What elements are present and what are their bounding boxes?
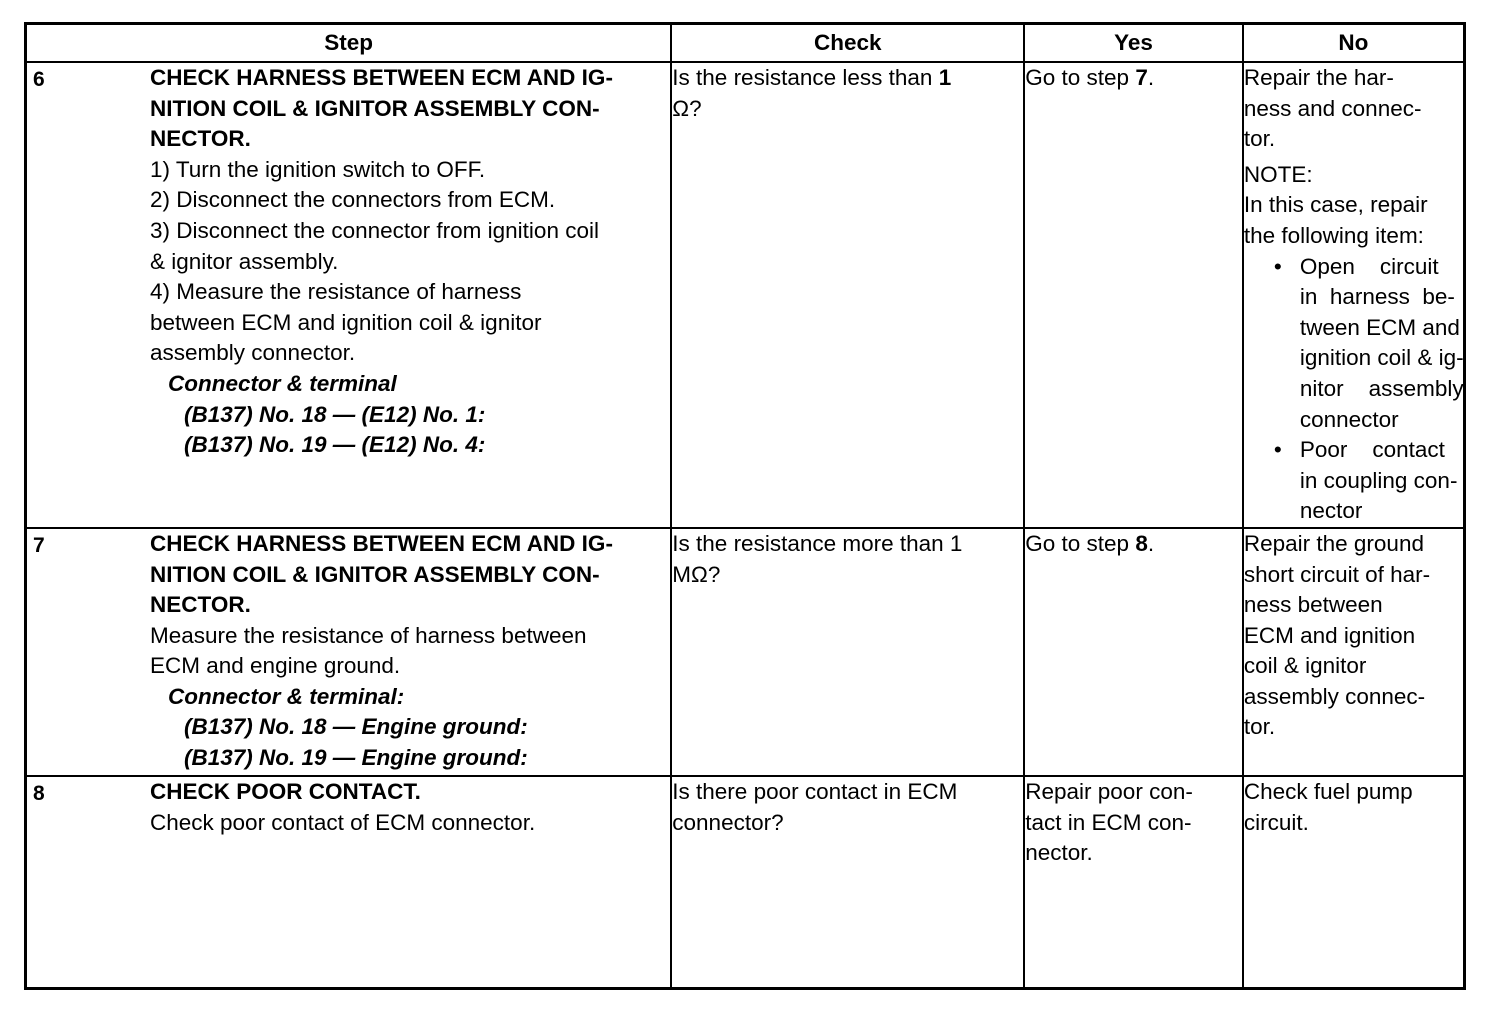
step-title-line: CHECK POOR CONTACT. (150, 778, 421, 804)
yes-cell (1024, 528, 1243, 776)
step-title-line: NECTOR. (150, 126, 251, 152)
check-line: MΩ? (672, 561, 721, 587)
header-no: No (1243, 24, 1465, 63)
connector-heading: Connector & terminal (168, 370, 397, 396)
note-line: the following item: (1243, 222, 1424, 248)
yes-line: Repair poor con- (1025, 778, 1193, 804)
check-line: Is the resistance more than 1 (672, 530, 963, 556)
yes-step-ref: 7 (1135, 65, 1148, 90)
connector-heading: Connector & terminal: (168, 683, 405, 709)
instruction-line: Check poor contact of ECM connector. (150, 809, 536, 835)
check-cell (671, 528, 1024, 776)
bullet-dot-icon: • (1273, 253, 1282, 279)
header-yes: Yes (1024, 24, 1243, 63)
diagnostic-table (24, 22, 1466, 990)
step-title-line: NITION COIL & IGNITOR ASSEMBLY CON- (150, 95, 600, 121)
yes-line: nector. (1025, 840, 1093, 866)
yes-step-ref: 8 (1135, 530, 1148, 556)
yes-cell (1024, 776, 1243, 989)
yes-line: tact in ECM con- (1025, 809, 1192, 835)
no-cell (1243, 62, 1465, 528)
no-line: ness and connec- (1243, 95, 1422, 121)
bullet-item: • Open circuit in harness be- tween ECM and ignition coil & ig- nitor assembly connector (1244, 252, 1463, 436)
table-row-step-8 (26, 776, 1465, 989)
table-row-step-7 (26, 528, 1465, 776)
step-number: 6 (33, 68, 45, 91)
step-cell (26, 528, 672, 776)
check-line: Is the resistance less than 1 (672, 65, 952, 90)
instruction-line: between ECM and ignition coil & ignitor (150, 309, 542, 335)
step-cell (26, 776, 672, 989)
no-line: ness between (1243, 592, 1383, 618)
step-title-line: CHECK HARNESS BETWEEN ECM AND IG- (150, 65, 613, 90)
check-value: 1 (938, 65, 952, 90)
header-step: Step (26, 24, 672, 63)
instruction-line: 4) Measure the resistance of harness (150, 279, 522, 305)
check-cell (671, 776, 1024, 989)
instruction-line: assembly connector. (150, 340, 356, 366)
check-line: Is there poor contact in ECM (672, 778, 958, 804)
no-line: assembly connec- (1243, 683, 1426, 709)
check-line: Ω? (672, 95, 702, 121)
note-label: NOTE: (1243, 161, 1313, 187)
yes-text: Go to step 7. (1025, 65, 1155, 90)
check-line: connector? (672, 809, 784, 835)
instruction-line: ECM and engine ground. (150, 653, 401, 679)
no-cell (1243, 528, 1465, 776)
instruction-line: 2) Disconnect the connectors from ECM. (150, 187, 556, 213)
instruction-line: 3) Disconnect the connector from ignition coil (150, 217, 599, 243)
step-number: 7 (33, 533, 45, 557)
instruction-line: & ignitor assembly. (150, 248, 339, 274)
no-line: coil & ignitor (1243, 653, 1367, 679)
yes-text: Go to step 8. (1025, 530, 1155, 556)
instruction-line: Measure the resistance of harness between (150, 622, 587, 648)
step-title-line: CHECK HARNESS BETWEEN ECM AND IG- (150, 530, 613, 556)
header-check: Check (671, 24, 1024, 63)
no-line: tor. (1243, 714, 1276, 740)
no-line: Check fuel pump (1243, 778, 1413, 804)
header-row (26, 24, 1465, 63)
connector-terminal-line: (B137) No. 19 — (E12) No. 4: (184, 432, 486, 458)
no-cell (1243, 776, 1465, 989)
step-title-line: NECTOR. (150, 592, 251, 618)
no-line: tor. (1243, 126, 1276, 152)
step-cell (26, 62, 672, 528)
no-line: short circuit of har- (1243, 561, 1431, 587)
no-line: circuit. (1243, 809, 1309, 835)
bullet-item: • Poor contact in coupling con- nector (1244, 435, 1463, 527)
check-cell (671, 62, 1024, 528)
connector-terminal-line: (B137) No. 19 — Engine ground: (184, 745, 528, 771)
step-number: 8 (33, 781, 45, 805)
bullet-dot-icon: • (1273, 437, 1282, 463)
step-title-line: NITION COIL & IGNITOR ASSEMBLY CON- (150, 561, 600, 587)
connector-terminal-line: (B137) No. 18 — Engine ground: (184, 714, 528, 740)
no-line: Repair the ground (1243, 530, 1424, 556)
no-line: Repair the har- (1243, 65, 1394, 90)
no-line: ECM and ignition (1243, 622, 1416, 648)
instruction-line: 1) Turn the ignition switch to OFF. (150, 156, 486, 182)
table-row-step-6 (26, 62, 1465, 528)
connector-terminal-line: (B137) No. 18 — (E12) No. 1: (184, 401, 486, 427)
note-line: In this case, repair (1243, 192, 1428, 218)
yes-cell (1024, 62, 1243, 528)
